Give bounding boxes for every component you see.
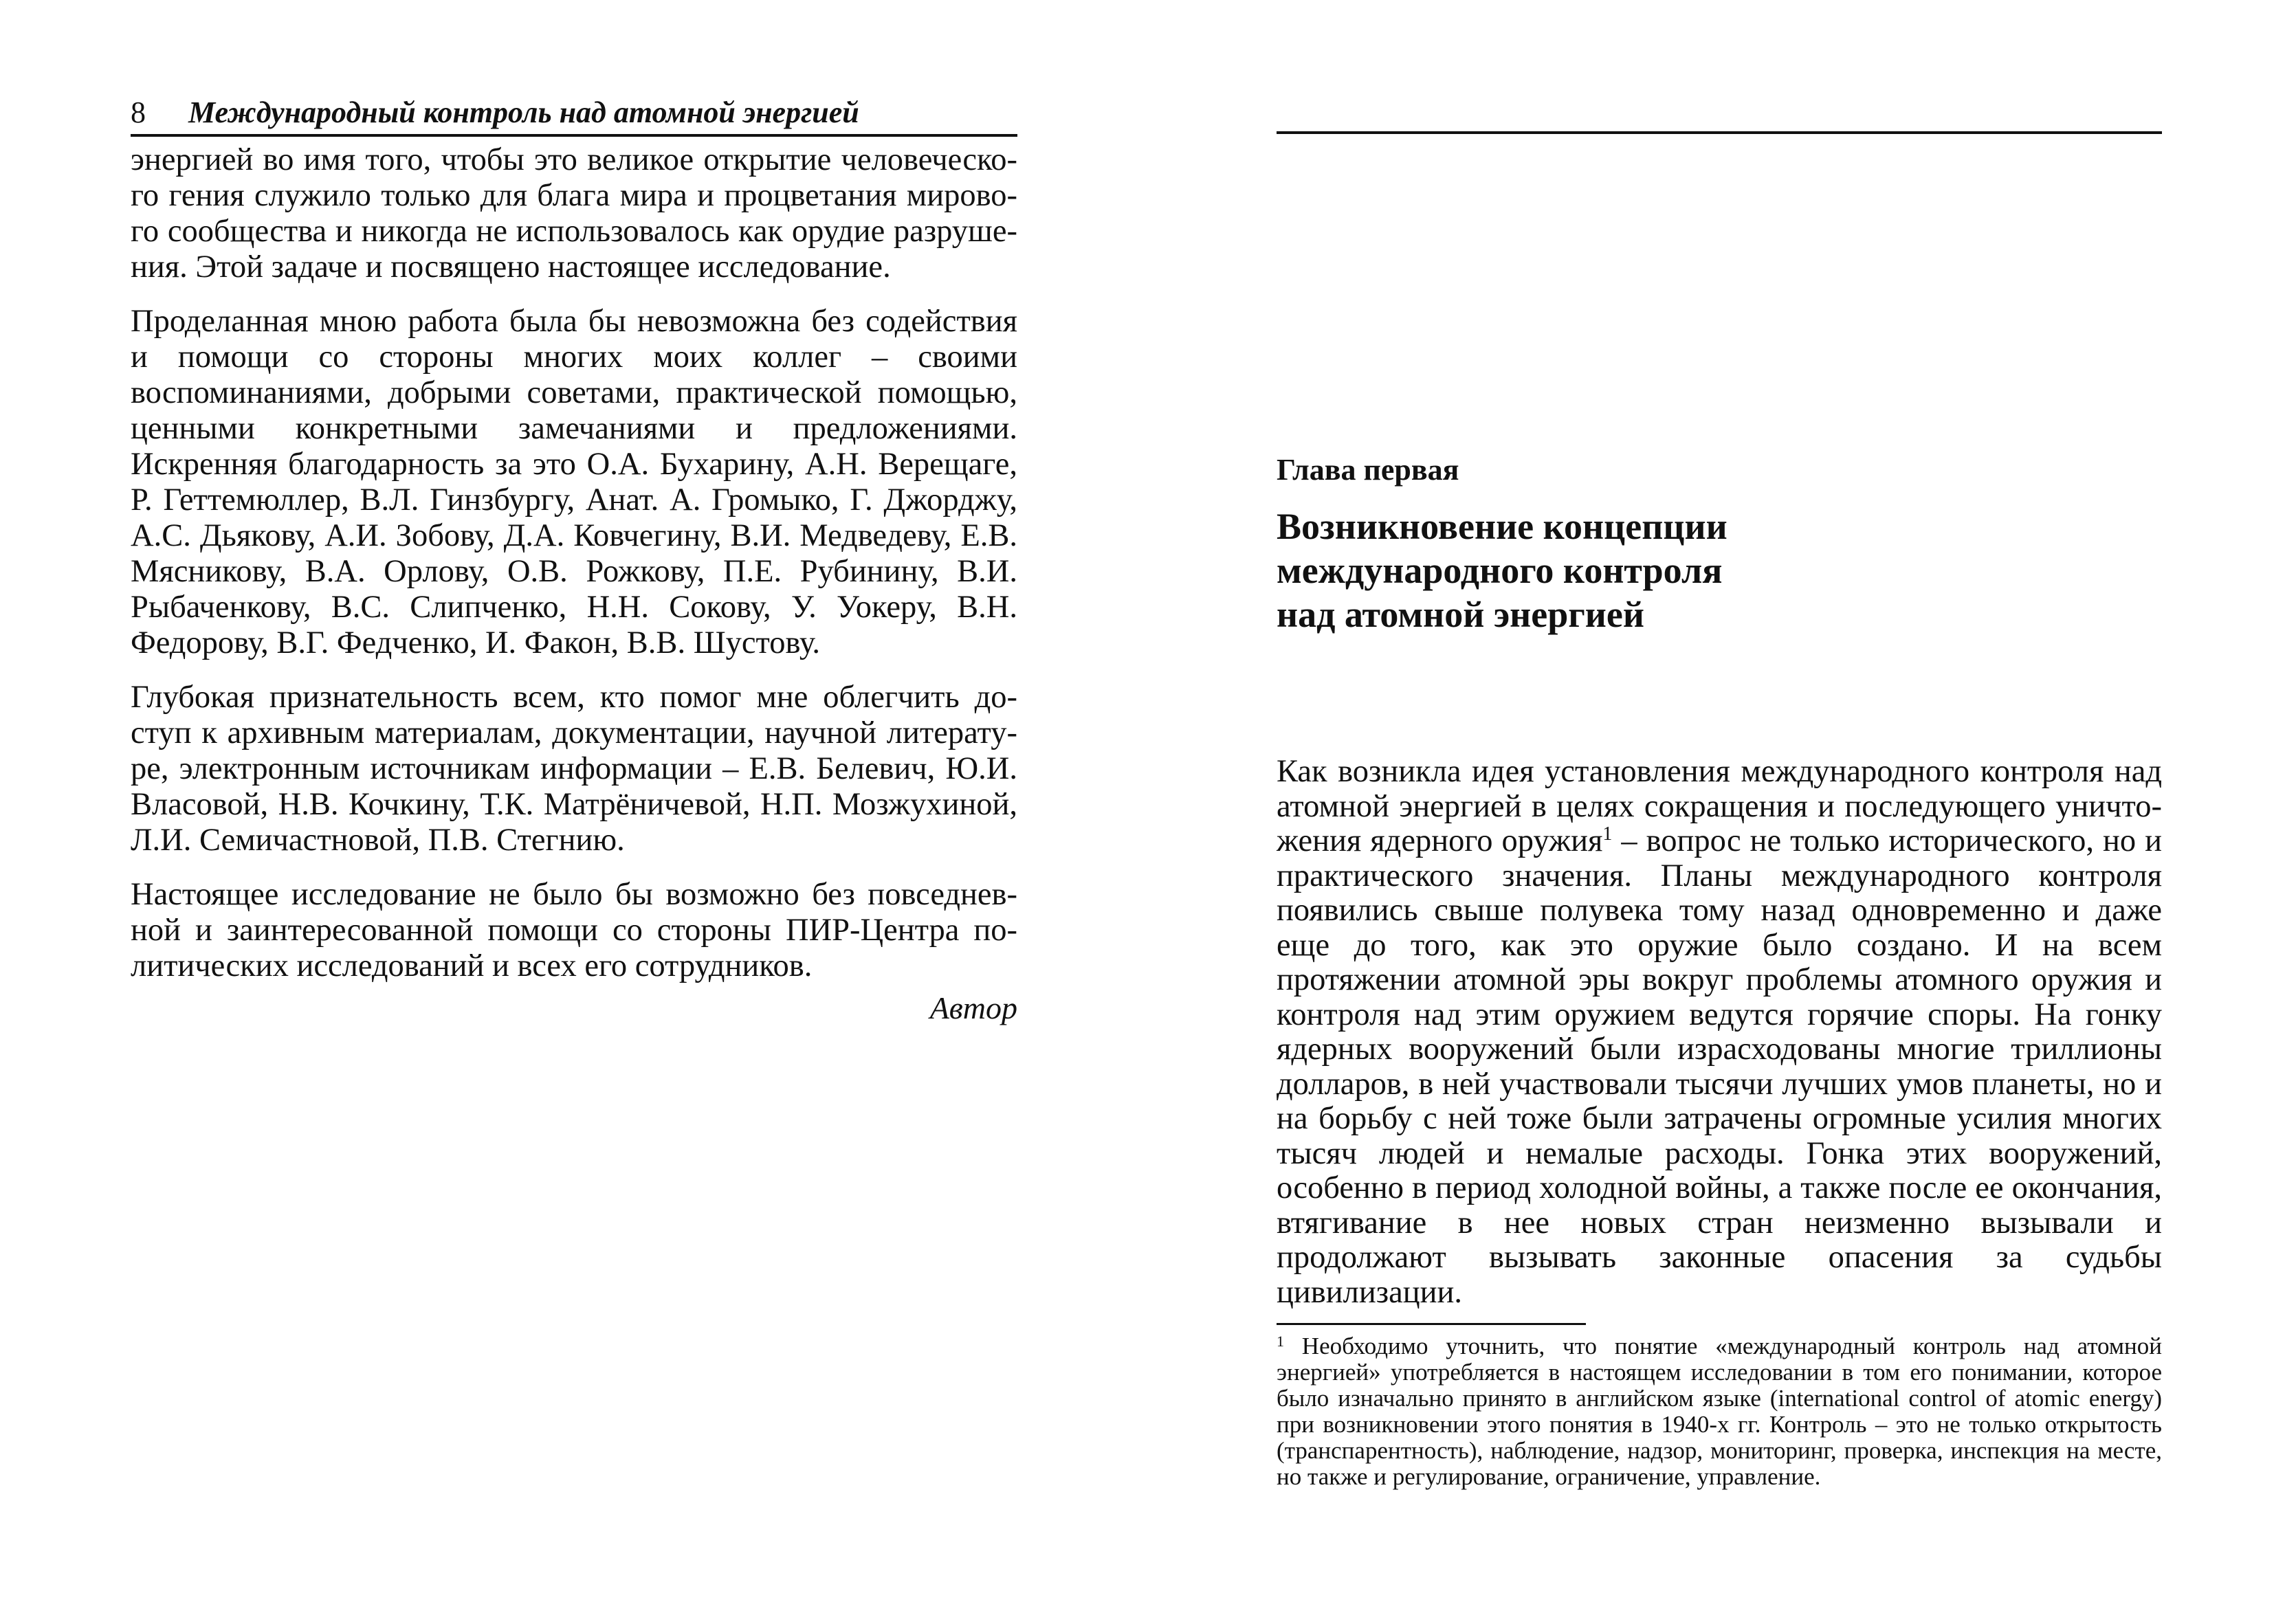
body-text-rest: – вопрос не только исторического, но и практического значения. Планы международного контроля появились свыше полувека тому назад одновременно и даже еще до того, как это оружие было создано. И на всем протяжении атомной эры вокруг проблемы атомного оружия и контроля над этим оружием ведутся горячие споры. На гонку ядерных вооружений были израсходованы многие триллионы долларов, в ней участвовали тысячи лучших умов планеты, но и на борьбу с ней тоже были затрачены огромные усилия многих тысяч людей и немалые расходы. Гонка этих вооружений, особенно в период холодной войны, а также после ее окончания, втягивание в нее новых стран неизменно вызывали и продолжают вызывать законные опасения за судьбы цивилизации. [1277, 823, 2162, 1310]
footnote-number: 1 [1277, 1333, 1284, 1350]
footnote-divider [1277, 1323, 1586, 1325]
paragraph: энергией во имя того, чтобы это великое открытие человеческого гения служило только для блага мира и процветания мирового сообщества и никогда не использовалось как орудие разрушения. Этой задаче и посвящено настоящее исследование. [131, 142, 1017, 285]
chapter-title: Возникновение концепции международного контроля над атомной энергией [1277, 506, 1727, 635]
right-page [1134, 0, 2274, 1624]
author-signature: Автор [929, 990, 1017, 1025]
footnote-reference[interactable]: 1 [1602, 823, 1613, 845]
page-number: 8 [131, 96, 146, 129]
left-body-text [131, 142, 1017, 1003]
footnote [1277, 1333, 2162, 1490]
running-title: Международный контроль над атомной энергией [188, 96, 859, 129]
header-rule [1277, 131, 2162, 134]
paragraph-gratitude: Глубокая признательность всем, кто помог мне облегчить доступ к архивным материалам, документации, научной литературе, электронным источникам информации – Е.В. Белевич, Ю.И. Власовой, Н.В. Кочкину, Т.К. Матрёничевой, Н.П. Мозжухиной, Л.И. Семичастновой, П.В. Стегнию. [131, 680, 1017, 858]
footnote-text: Необходимо уточнить, что понятие «международный контроль над атомной энергией» употребляется в настоящем исследовании в том его понимании, которое было изначально принято в английском языке (international control of atomic energy) при возникновении этого понятия в 1940-х гг. Контроль – это не только открытость (транспарентность), наблюдение, надзор, мониторинг, проверка, инспекция на месте, но также и регулирование, ограничение, управление. [1277, 1333, 2162, 1490]
body-text-start: Как возникла идея установления международного контроля над атомной энергией в целях сокращения и последующего уничтожения ядерного оружия [1277, 754, 2162, 858]
paragraph-acknowledgements: Проделанная мною работа была бы невозможна без содействия и помощи со стороны многих моих коллег – своими воспоминаниями, добрыми советами, практической помощью, ценными конкретными замечаниями и предложениями. Искренняя благодарность за это О.А. Бухарину, А.Н. Верещаге, Р. Геттемюллер, В.Л. Гинзбургу, Анат. А. Громыко, Г. Джорджу, А.С. Дьякову, А.И. Зобову, Д.А. Ковчегину, В.И. Медведеву, Е.В. Мясникову, В.А. Орлову, О.В. Рожкову, П.Е. Рубинину, В.И. Рыбаченкову, В.С. Слипченко, Н.Н. Сокову, У. Уокеру, В.Н. Федорову, В.Г. Федченко, И. Факон, В.В. Шустову. [131, 304, 1017, 660]
chapter-body-text [1277, 755, 2162, 1310]
running-header [131, 91, 1017, 137]
left-page [0, 0, 1134, 1624]
chapter-label: Глава первая [1277, 453, 1459, 487]
paragraph-pir-center: Настоящее исследование не было бы возможно без повседневной и заинтересованной помощи со стороны ПИР-Центра политических исследований и всех его сотрудников. [131, 877, 1017, 983]
